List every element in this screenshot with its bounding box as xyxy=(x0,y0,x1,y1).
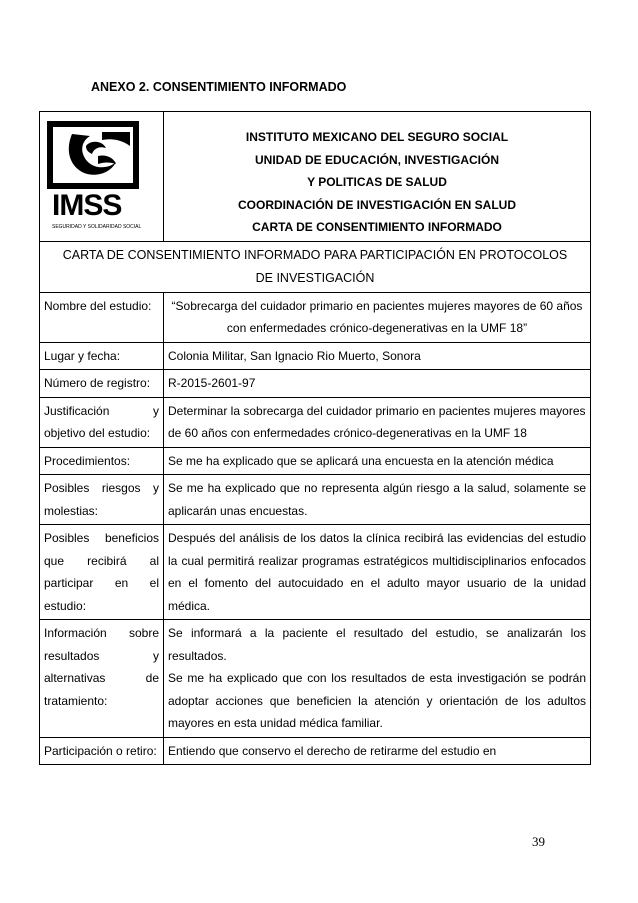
table-row xyxy=(40,342,591,370)
row-label: Posibles beneficios que recibirá al participar en el estudio: xyxy=(40,525,164,620)
row-label: Información sobre resultados y alternativas de tratamiento: xyxy=(40,620,164,738)
row-value: Colonia Militar, San Ignacio Rio Muerto, Sonora xyxy=(164,342,591,370)
row-value: Después del análisis de los datos la clínica recibirá las evidencias del estudio la cual permitirá realizar programas estratégicos multidisciplinarios enfocados en el fomento del autocuidado en el adulto mayor usuario de la unidad médica. xyxy=(164,525,591,620)
table-row xyxy=(40,737,591,765)
carta-line-2: DE INVESTIGACIÓN xyxy=(255,270,375,285)
page-number: 39 xyxy=(532,834,545,849)
header-line-2: UNIDAD DE EDUCACIÓN, INVESTIGACIÓN xyxy=(254,152,499,167)
table-row xyxy=(40,620,591,738)
row-value: Se me ha explicado que no representa algún riesgo a la salud, solamente se aplicarán unas encuestas. xyxy=(164,475,591,525)
table-row xyxy=(40,370,591,398)
row-value xyxy=(164,620,591,738)
row-value: “Sobrecarga del cuidador primario en pacientes mujeres mayores de 60 años con enfermedades crónico-degenerativas en la UMF 18” xyxy=(164,292,591,342)
row-label: Participación o retiro: xyxy=(40,737,164,765)
institution-header xyxy=(164,112,591,242)
header-line-5: CARTA DE CONSENTIMIENTO INFORMADO xyxy=(252,220,502,234)
row-value-paragraph-2: Se me ha explicado que con los resultados de esta investigación se podrán adoptar acciones que beneficien la atención y orientación de los adultos mayores en esta unidad médica familiar. xyxy=(168,671,586,730)
table-row xyxy=(40,292,591,342)
carta-title xyxy=(40,241,591,292)
imss-wordmark: IMSS xyxy=(52,189,122,222)
carta-line-1: CARTA DE CONSENTIMIENTO INFORMADO PARA PARTICIPACIÓN EN PROTOCOLOS xyxy=(62,247,568,262)
header-line-3: Y POLITICAS DE SALUD xyxy=(307,175,447,189)
row-label: Posibles riesgos y molestias: xyxy=(40,475,164,525)
imss-tagline: SEGURIDAD Y SOLIDARIDAD SOCIAL xyxy=(52,224,142,230)
row-label: Nombre del estudio: xyxy=(40,292,164,342)
row-value: R-2015-2601-97 xyxy=(164,370,591,398)
row-value-paragraph-1: Se informará a la paciente el resultado del estudio, se analizarán los resultados. xyxy=(168,626,586,663)
imss-emblem-icon xyxy=(40,112,163,240)
row-value: Se me ha explicado que se aplicará una encuesta en la atención médica xyxy=(164,447,591,475)
row-label: Número de registro: xyxy=(40,370,164,398)
header-line-4: COORDINACIÓN DE INVESTIGACIÓN EN SALUD xyxy=(237,197,516,212)
header-line-1: INSTITUTO MEXICANO DEL SEGURO SOCIAL xyxy=(245,130,509,144)
table-row xyxy=(40,447,591,475)
annex-title: ANEXO 2. CONSENTIMIENTO INFORMADO xyxy=(91,80,347,94)
table-row xyxy=(40,475,591,525)
row-value: Entiendo que conservo el derecho de retirarme del estudio en xyxy=(164,737,591,765)
imss-logo xyxy=(40,112,163,240)
row-value: Determinar la sobrecarga del cuidador primario en pacientes mujeres mayores de 60 años con enfermedades crónico-degenerativas en la UMF 18 xyxy=(164,397,591,447)
row-label: Justificación y objetivo del estudio: xyxy=(40,397,164,447)
table-row xyxy=(40,397,591,447)
row-label: Lugar y fecha: xyxy=(40,342,164,370)
consent-table xyxy=(39,111,591,765)
logo-cell xyxy=(40,112,164,242)
table-row xyxy=(40,525,591,620)
header-row xyxy=(40,112,591,242)
row-label: Procedimientos: xyxy=(40,447,164,475)
carta-title-row xyxy=(40,241,591,292)
